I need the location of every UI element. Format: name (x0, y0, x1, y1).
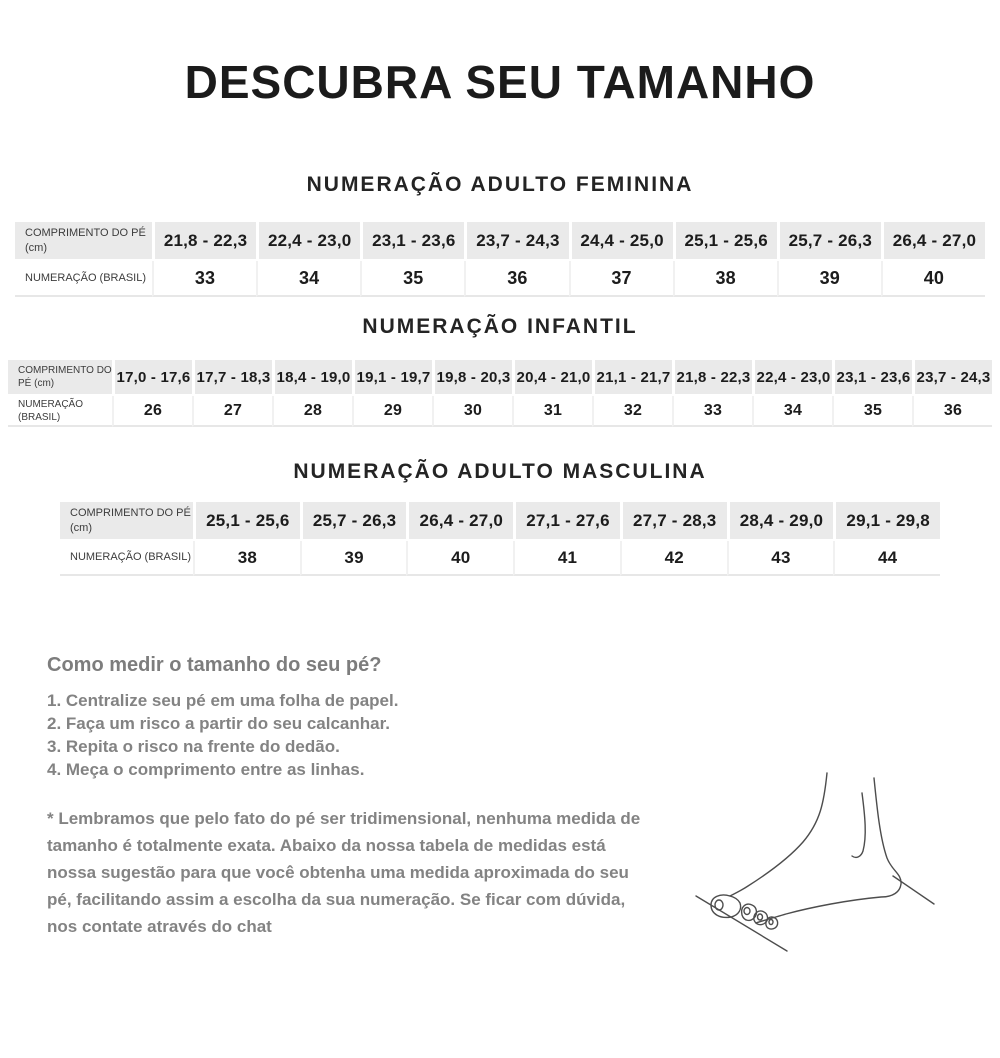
table-header-row (60, 502, 940, 539)
size-number-cell: 35 (832, 396, 912, 427)
size-number-cell: 39 (777, 261, 881, 297)
length-range-cell: 25,7 - 26,3 (777, 222, 881, 259)
length-range-cell: 25,7 - 26,3 (300, 502, 407, 539)
size-table-feminina (15, 222, 985, 297)
size-number-cell: 31 (512, 396, 592, 427)
length-range-cell: 23,1 - 23,6 (832, 360, 912, 394)
table-values-row (60, 541, 940, 576)
length-range-cell: 27,7 - 28,3 (620, 502, 727, 539)
length-range-cell: 28,4 - 29,0 (727, 502, 834, 539)
size-number-cell: 36 (464, 261, 568, 297)
howto-heading: Como medir o tamanho do seu pé? (47, 654, 382, 676)
size-number-cell: 38 (193, 541, 300, 576)
howto-step: 3. Repita o risco na frente do dedão. (47, 737, 340, 756)
size-number-cell: 34 (752, 396, 832, 427)
size-number-cell: 33 (152, 261, 256, 297)
size-number-cell: 37 (569, 261, 673, 297)
row-label-size-brazil: NUMERAÇÃO (BRASIL) (60, 541, 193, 576)
size-number-cell: 40 (881, 261, 985, 297)
length-range-cell: 29,1 - 29,8 (833, 502, 940, 539)
size-number-cell: 34 (256, 261, 360, 297)
length-range-cell: 19,1 - 19,7 (352, 360, 432, 394)
size-number-cell: 44 (833, 541, 940, 576)
size-number-cell: 27 (192, 396, 272, 427)
length-range-cell: 23,7 - 24,3 (912, 360, 992, 394)
row-label-foot-length: COMPRIMENTO DO PÉ (cm) (60, 502, 193, 539)
section-heading-infantil: NUMERAÇÃO INFANTIL (362, 315, 638, 338)
size-number-cell: 43 (727, 541, 834, 576)
row-label-size-brazil: NUMERAÇÃO (BRASIL) (8, 396, 112, 427)
length-range-cell: 17,7 - 18,3 (192, 360, 272, 394)
section-heading-feminina: NUMERAÇÃO ADULTO FEMININA (306, 173, 694, 196)
size-number-cell: 30 (432, 396, 512, 427)
length-range-cell: 26,4 - 27,0 (406, 502, 513, 539)
ankle-line (852, 793, 865, 857)
size-number-cell: 32 (592, 396, 672, 427)
toenail-4 (769, 920, 773, 925)
howto-step: 4. Meça o comprimento entre as linhas. (47, 760, 365, 779)
length-range-cell: 25,1 - 25,6 (193, 502, 300, 539)
size-number-cell: 28 (272, 396, 352, 427)
length-range-cell: 27,1 - 27,6 (513, 502, 620, 539)
size-number-cell: 38 (673, 261, 777, 297)
row-label-foot-length: COMPRIMENTO DO PÉ (cm) (15, 222, 152, 259)
size-number-cell: 40 (406, 541, 513, 576)
length-range-cell: 23,7 - 24,3 (464, 222, 568, 259)
foot-illustration (690, 748, 990, 993)
length-range-cell: 19,8 - 20,3 (432, 360, 512, 394)
length-range-cell: 18,4 - 19,0 (272, 360, 352, 394)
size-table-masculina (60, 502, 940, 576)
toenail-2 (744, 908, 750, 915)
row-label-size-brazil: NUMERAÇÃO (BRASIL) (15, 261, 152, 297)
length-range-cell: 20,4 - 21,0 (512, 360, 592, 394)
size-table-infantil (8, 360, 992, 427)
howto-step: 2. Faça um risco a partir do seu calcanhar. (47, 714, 390, 733)
foot-instep-outline (730, 773, 827, 896)
table-values-row (8, 396, 992, 427)
length-range-cell: 21,8 - 22,3 (672, 360, 752, 394)
length-range-cell: 24,4 - 25,0 (569, 222, 673, 259)
section-heading-masculina: NUMERAÇÃO ADULTO MASCULINA (293, 460, 707, 483)
size-number-cell: 35 (360, 261, 464, 297)
big-toenail (715, 900, 723, 910)
table-header-row (15, 222, 985, 259)
row-label-foot-length: COMPRIMENTO DO PÉ (cm) (8, 360, 112, 394)
length-range-cell: 21,1 - 21,7 (592, 360, 672, 394)
table-values-row (15, 261, 985, 297)
length-range-cell: 26,4 - 27,0 (881, 222, 985, 259)
length-range-cell: 23,1 - 23,6 (360, 222, 464, 259)
size-number-cell: 36 (912, 396, 992, 427)
size-number-cell: 33 (672, 396, 752, 427)
foot-sole-outline (756, 778, 901, 923)
size-number-cell: 39 (300, 541, 407, 576)
length-range-cell: 22,4 - 23,0 (752, 360, 832, 394)
length-range-cell: 22,4 - 23,0 (256, 222, 360, 259)
length-range-cell: 25,1 - 25,6 (673, 222, 777, 259)
toenail-3 (758, 914, 763, 920)
disclaimer-text: * Lembramos que pelo fato do pé ser tridimensional, nenhuma medida de tamanho é totalmente exata. Abaixo da nossa tabela de medidas está nossa sugestão para que você obtenha uma medida aproximada do seu pé, facilitando assim a escolha da sua numeração. Se ficar com dúvida, nos contate através do chat (47, 809, 641, 936)
size-number-cell: 29 (352, 396, 432, 427)
length-range-cell: 21,8 - 22,3 (152, 222, 256, 259)
table-header-row (8, 360, 992, 394)
size-number-cell: 26 (112, 396, 192, 427)
size-chart-page (0, 58, 1000, 1058)
length-range-cell: 17,0 - 17,6 (112, 360, 192, 394)
size-number-cell: 41 (513, 541, 620, 576)
howto-step: 1. Centralize seu pé em uma folha de papel. (47, 691, 399, 710)
page-title: DESCUBRA SEU TAMANHO (184, 56, 816, 108)
size-number-cell: 42 (620, 541, 727, 576)
